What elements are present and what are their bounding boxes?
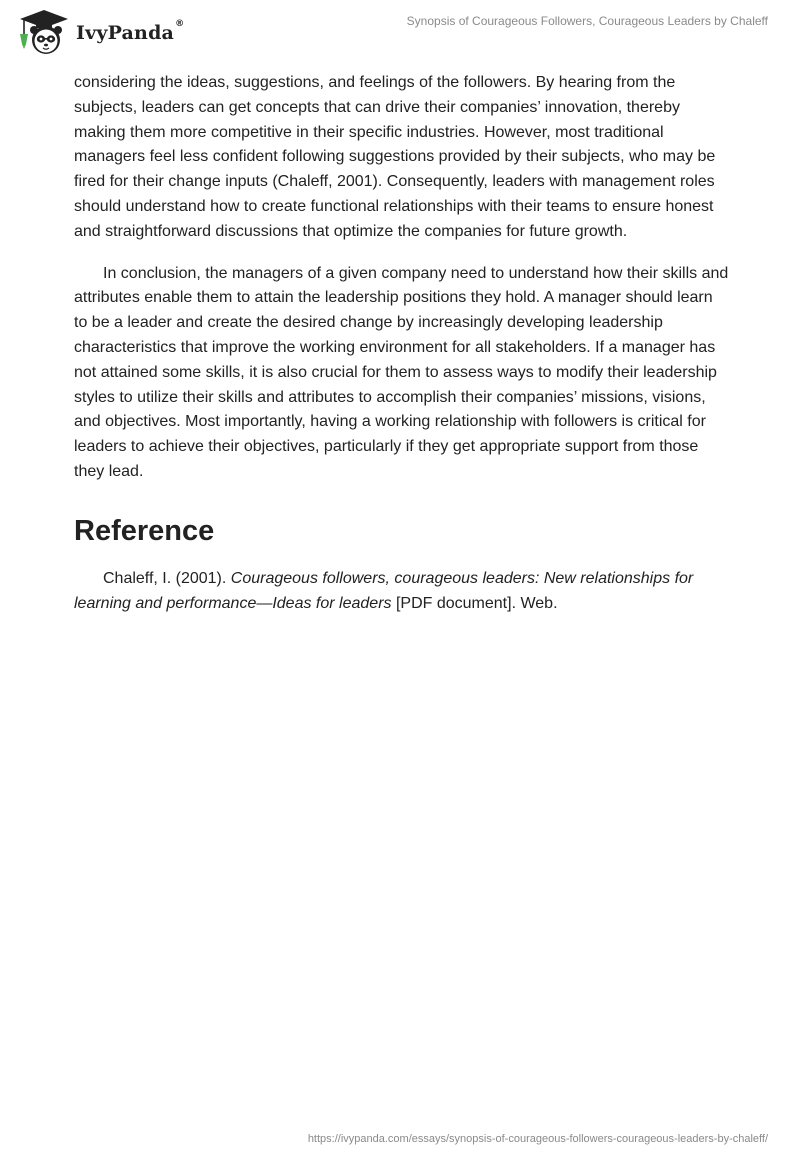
document-body <box>74 71 729 616</box>
ivypanda-logo[interactable] <box>14 8 184 56</box>
registered-mark: ® <box>175 19 185 29</box>
reference-author-year: Chaleff, I. (2001). <box>103 569 231 587</box>
reference-heading: Reference <box>74 514 215 547</box>
body-paragraph: In conclusion, the managers of a given company need to understand how their skills and attributes enable them to attain the leadership positions they hold. A manager should learn to be a leader and create the desired change by increasingly developing leadership characteristics that improve the working environment for all stakeholders. If a manager has not attained some skills, it is also crucial for them to assess ways to modify their leadership styles to utilize their skills and attributes to accomplish their companies’ missions, visions, and objectives. Most importantly, having a working relationship with followers is critical for leaders to achieve their objectives, particularly if they get appropriate support from those they lead. <box>74 264 729 480</box>
reference-title: Courageous followers, courageous leaders: New relationships for learning and performance—Ideas for leaders <box>74 569 694 612</box>
page-header <box>0 0 800 62</box>
body-paragraph: considering the ideas, suggestions, and feelings of the followers. By hearing from the subjects, leaders can get concepts that can drive their companies’ innovation, thereby making them more competitive in their specific industries. However, most traditional managers feel less confident following suggestions provided by their subjects, who may be fired for their change inputs (Chaleff, 2001). Consequently, leaders with management roles should understand how to create functional relationships with their teams to ensure honest and straightforward discussions that optimize the companies for future growth. <box>74 74 716 240</box>
brand-name: IvyPanda® <box>76 19 185 44</box>
source-url[interactable]: https://ivypanda.com/essays/synopsis-of-courageous-followers-courageous-leaders-by-chaleff/ <box>307 1133 768 1145</box>
reference-entry <box>74 567 729 617</box>
panda-graduation-cap-icon <box>14 8 74 56</box>
document-title: Synopsis of Courageous Followers, Courageous Leaders by Chaleff <box>406 14 768 28</box>
reference-suffix: [PDF document]. Web. <box>391 594 558 612</box>
